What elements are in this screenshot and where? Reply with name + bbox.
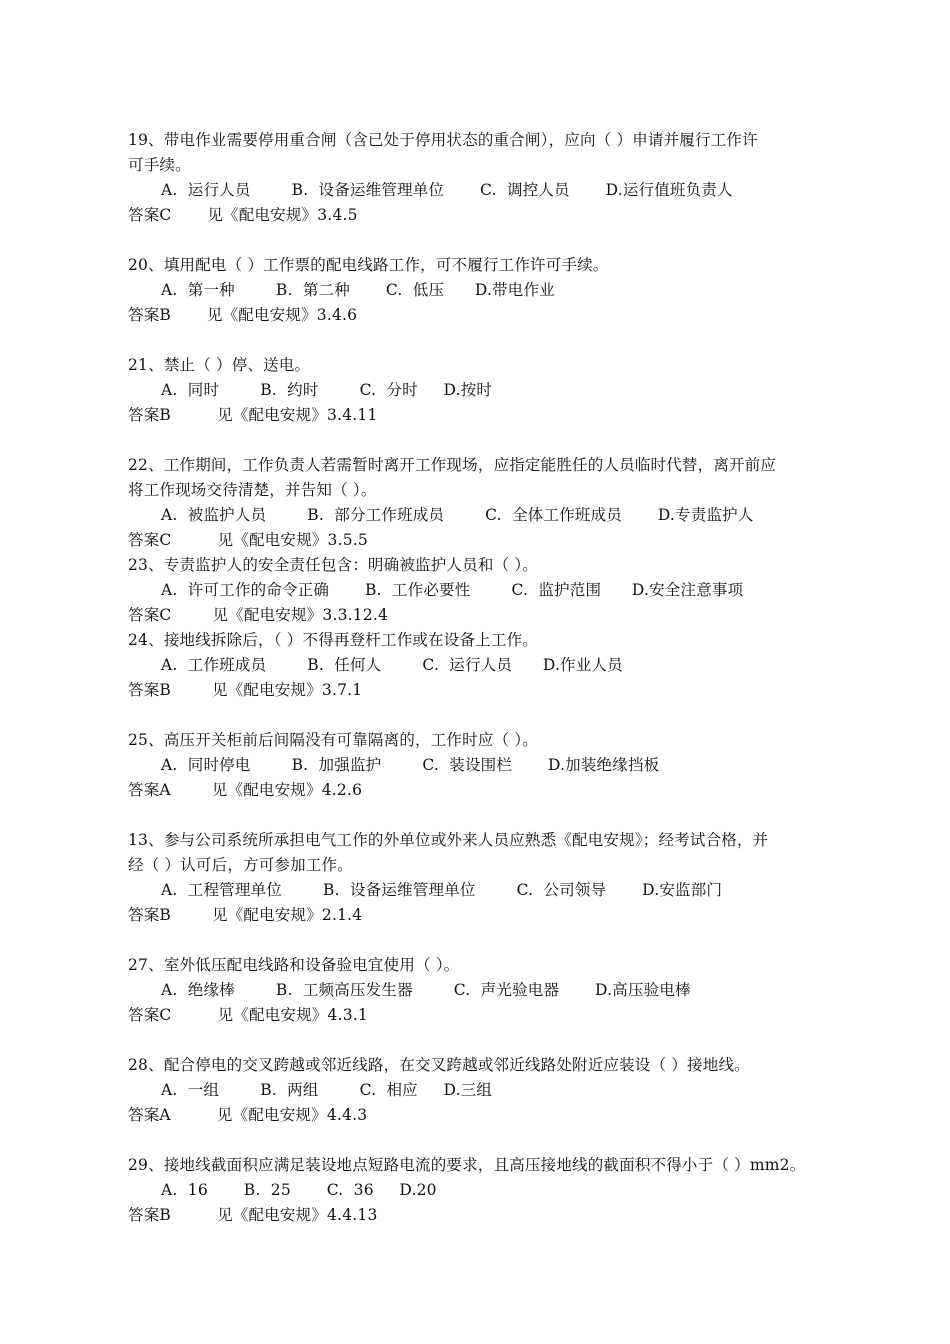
answer-line: 答案C 见《配电安规》3.5.5	[128, 531, 368, 549]
answer-options: A. 一组 B. 两组 C. 相应 D.三组	[161, 1081, 493, 1099]
answer-line: 答案C 见《配电安规》3.4.5	[128, 206, 358, 224]
question-list	[128, 128, 848, 1228]
spacer	[128, 703, 848, 728]
answer-line: 答案B 见《配电安规》3.4.11	[128, 406, 378, 424]
question-block	[128, 128, 848, 228]
question-block	[128, 728, 848, 803]
spacer	[128, 928, 848, 953]
answer-options: A. 许可工作的命令正确 B. 工作必要性 C. 监护范围 D.安全注意事项	[161, 581, 744, 599]
question-text: 24、接地线拆除后，（ ）不得再登杆工作或在设备上工作。	[128, 631, 539, 649]
answer-options: A. 同时 B. 约时 C. 分时 D.按时	[161, 381, 493, 399]
spacer	[128, 1028, 848, 1053]
question-text: 13、参与公司系统所承担电气工作的外单位或外来人员应熟悉《配电安规》；经考试合格，并	[128, 831, 769, 849]
answer-options: A. 同时停电 B. 加强监护 C. 装设围栏 D.加装绝缘挡板	[161, 756, 660, 774]
answer-line: 答案B 见《配电安规》3.7.1	[128, 681, 363, 699]
question-text: 20、填用配电（ ）工作票的配电线路工作，可不履行工作许可手续。	[128, 256, 609, 274]
answer-options: A. 运行人员 B. 设备运维管理单位 C. 调控人员 D.运行值班负责人	[161, 181, 733, 199]
question-block	[128, 953, 848, 1028]
answer-line: 答案B 见《配电安规》4.4.13	[128, 1206, 378, 1224]
spacer	[128, 1128, 848, 1153]
spacer	[128, 328, 848, 353]
answer-line: 答案B 见《配电安规》3.4.6	[128, 306, 358, 324]
question-text: 29、接地线截面积应满足装设地点短路电流的要求，且高压接地线的截面积不得小于（ ）mm2。	[128, 1156, 806, 1174]
question-text: 22、工作期间，工作负责人若需暂时离开工作现场，应指定能胜任的人员临时代替，离开前应	[128, 456, 777, 474]
question-text: 27、室外低压配电线路和设备验电宜使用（ ）。	[128, 956, 460, 974]
question-block	[128, 253, 848, 328]
spacer	[128, 228, 848, 253]
question-block	[128, 453, 848, 553]
answer-line: 答案C 见《配电安规》4.3.1	[128, 1006, 368, 1024]
question-text: 25、高压开关柜前后间隔没有可靠隔离的，工作时应（ ）。	[128, 731, 539, 749]
answer-options: A. 16 B. 25 C. 36 D.20	[161, 1181, 437, 1199]
answer-options: A. 第一种 B. 第二种 C. 低压 D.带电作业	[161, 281, 555, 299]
question-block	[128, 1053, 848, 1128]
question-text: 经（ ）认可后，方可参加工作。	[128, 856, 353, 874]
question-block	[128, 828, 848, 928]
question-block	[128, 353, 848, 428]
spacer	[128, 803, 848, 828]
answer-line: 答案C 见《配电安规》3.3.12.4	[128, 606, 389, 624]
answer-line: 答案A 见《配电安规》4.2.6	[128, 781, 363, 799]
question-block	[128, 1153, 848, 1228]
question-text: 将工作现场交待清楚，并告知（ ）。	[128, 481, 377, 499]
answer-options: A. 工作班成员 B. 任何人 C. 运行人员 D.作业人员	[161, 656, 623, 674]
question-text: 21、禁止（ ）停、送电。	[128, 356, 311, 374]
answer-options: A. 绝缘棒 B. 工频高压发生器 C. 声光验电器 D.高压验电棒	[161, 981, 691, 999]
question-block	[128, 628, 848, 703]
question-text: 可手续。	[128, 156, 191, 174]
answer-options: A. 被监护人员 B. 部分工作班成员 C. 全体工作班成员 D.专责监护人	[161, 506, 754, 524]
question-text: 19、带电作业需要停用重合闸（含已处于停用状态的重合闸），应向（ ）申请并履行工作许	[128, 131, 758, 149]
question-text: 23、专责监护人的安全责任包含：明确被监护人员和（ ）。	[128, 556, 539, 574]
answer-line: 答案A 见《配电安规》4.4.3	[128, 1106, 368, 1124]
question-block	[128, 553, 848, 628]
answer-line: 答案B 见《配电安规》2.1.4	[128, 906, 363, 924]
spacer	[128, 428, 848, 453]
answer-options: A. 工程管理单位 B. 设备运维管理单位 C. 公司领导 D.安监部门	[161, 881, 723, 899]
question-text: 28、配合停电的交叉跨越或邻近线路，在交叉跨越或邻近线路处附近应装设（ ）接地线。	[128, 1056, 750, 1074]
